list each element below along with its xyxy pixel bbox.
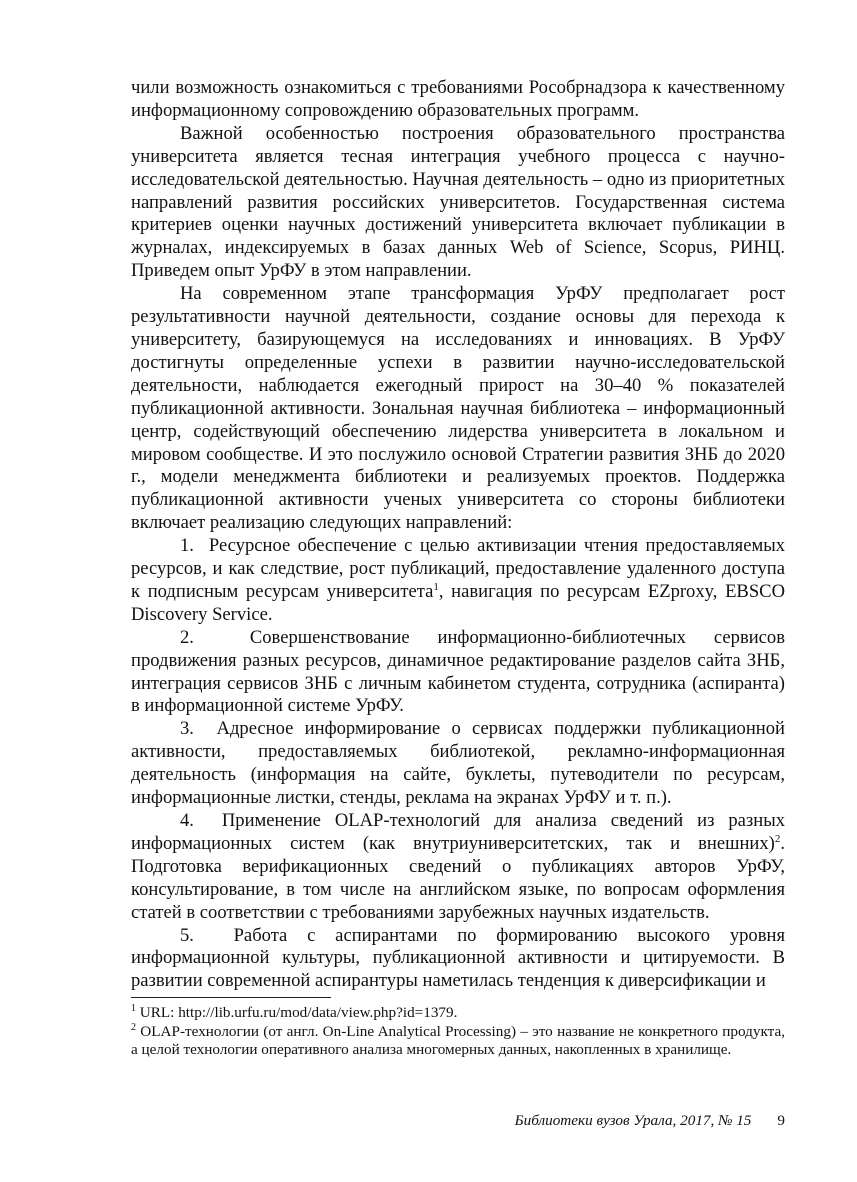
list-text: , навигация по ресурсам EZproxy, EBSCO Discovery Service. [131, 580, 786, 625]
footnote [131, 1023, 785, 1060]
footnote-text: URL: http://lib.urfu.ru/mod/data/view.php?id=1379. [136, 1004, 458, 1021]
list-item [131, 535, 785, 627]
list-item [131, 925, 785, 994]
footnote-divider [131, 997, 331, 998]
journal-title: Библиотеки вузов Урала, 2017, № 15 [514, 1112, 752, 1129]
list-text: Совершенствование информационно-библиотечных сервисов продвижения разных ресурсов, динамичное редактирование разделов сайта ЗНБ, интеграция сервисов ЗНБ с личным кабинетом студента, сотрудника (аспиранта) в информационной системе УрФУ. [131, 626, 785, 717]
footnote-text: OLAP-технологии (от англ. On-Line Analytical Processing) – это название не конкретного продукта, а целой технологии оперативного анализа многомерных данных, накопленных в хранилище. [131, 1022, 785, 1059]
list-number: 4. [180, 810, 194, 831]
page-number: 9 [777, 1112, 785, 1129]
page-content [131, 77, 785, 993]
list-item [131, 627, 785, 719]
footnote [131, 1004, 785, 1023]
list-number: 5. [180, 924, 194, 946]
list-text: . Подготовка верификационных сведений о публикациях авторов УрФУ, консультирование, в том числе на английском языке, по вопросам оформления статей в соответствии с требованиями зарубежных научных издательств. [131, 832, 785, 923]
paragraph: чили возможность ознакомиться с требованиями Рособрнадзора к качественному информационному сопровождению образовательных программ. [131, 77, 785, 121]
article-body [131, 77, 785, 993]
list-text: Работа с аспирантами по формированию высокого уровня информационной культуры, публикационной активности и цитируемости. В развитии современной аспирантуры наметилась тенденция к диверсификации и [131, 924, 786, 992]
running-footer [131, 1112, 785, 1130]
list-item [131, 718, 785, 810]
footnote-mark: 2 [131, 1021, 136, 1033]
list-number: 2. [180, 626, 194, 648]
footnote-reference[interactable]: 2 [774, 832, 781, 845]
list-text: Адресное информирование о сервисах поддержки публикационной активности, предоставляемых библиотекой, рекламно-информационная деятельность (информация на сайте, буклеты, путеводители по ресурсам, информационные листки, стенды, реклама на экранах УрФУ и т. п.). [131, 718, 785, 809]
footnote-mark: 1 [131, 1003, 136, 1014]
list-text: Применение OLAP-технологий для анализа сведений из разных информационных систем (как внутриуниверситетских, так и внешних) [131, 810, 786, 854]
paragraph: На современном этапе трансформация УрФУ предполагает рост результативности научной деятельности, создание основы для перехода к университету, базирующемуся на исследованиях и инновациях. В УрФУ достигнуты определенные успехи в развитии научно-исследовательской деятельности, наблюдается ежегодный прирост на 30–40 % показателей публикационной активности. Зональная научная библиотека – информационный центр, содействующий обеспечению лидерства университета в локальном и мировом сообществе. И это послужило основой Стратегии развития ЗНБ до 2020 г., модели менеджмента библиотеки и реализуемых проектов. Поддержка публикационной активности ученых университета со стороны библиотеки включает реализацию следующих направлений: [131, 283, 785, 534]
list-number: 3. [180, 718, 194, 740]
list-number: 1. [180, 535, 194, 557]
footnote-reference[interactable]: 1 [433, 580, 439, 593]
list-item [131, 810, 785, 925]
paragraph: Важной особенностью построения образовательного пространства университета является тесная интеграция учебного процесса с научно-исследовательской деятельностью. Научная деятельность – одно из приоритетных направлений развития российских университетов. Государственная система критериев оценки научных достижений университета включает публикации в журналах, индексируемых в базах данных Web of Science, Scopus, РИНЦ. Приведем опыт УрФУ в этом направлении. [131, 122, 785, 282]
list-text: Ресурсное обеспечение с целью активизации чтения предоставляемых ресурсов, и как следствие, рост публикаций, предоставление удаленного доступа к подписным ресурсам университета [131, 535, 786, 602]
footnotes [131, 997, 785, 1060]
